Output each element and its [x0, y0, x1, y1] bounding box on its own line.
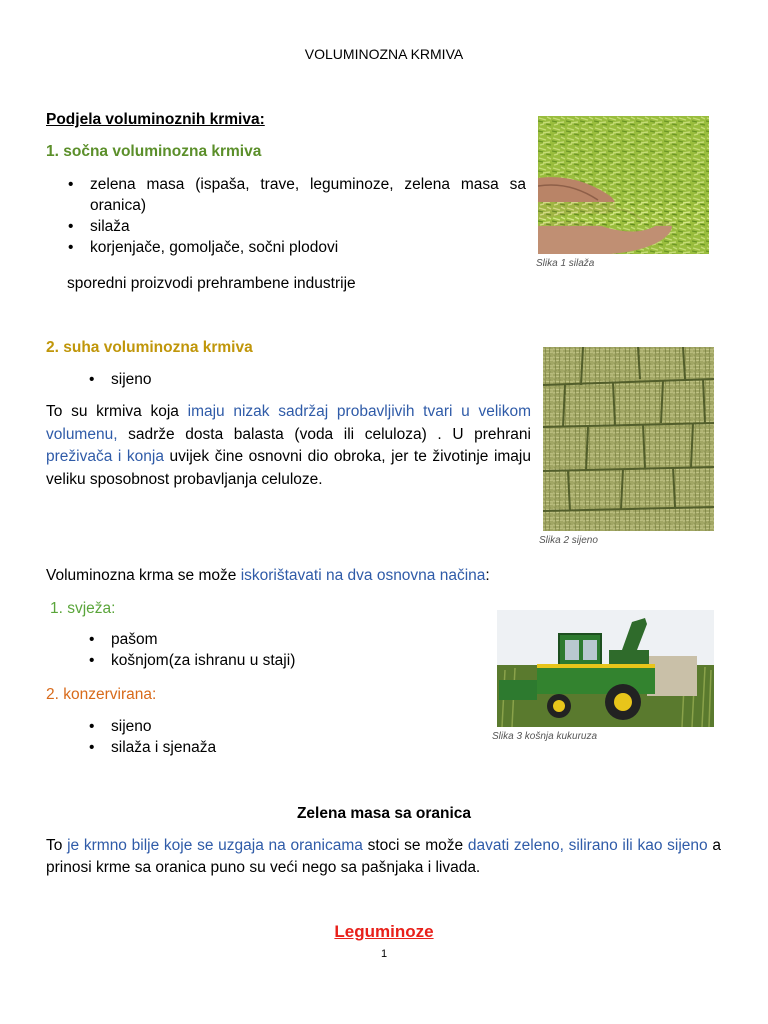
list-item: • sijeno: [89, 369, 389, 390]
subheading-socna: 1. sočna voluminozna krmiva: [46, 143, 262, 160]
list-item: • košnjom(za ishranu u staji): [89, 650, 449, 671]
section-heading-leguminoze: Leguminoze: [334, 922, 434, 941]
list-item: • sijeno: [89, 716, 449, 737]
hay-bales-image: [543, 347, 714, 531]
paragraph-iskoristavanje: Voluminozna krma se može iskorištavati na dva osnovna načina:: [46, 567, 490, 584]
subheading-konzervirana: 2. konzervirana:: [46, 686, 157, 703]
page-number: 1: [380, 948, 388, 960]
paragraph-zelena-masa: To je krmno bilje koje se uzgaja na oranicama stoci se može davati zeleno, silirano ili kao sijeno a prinosi krme sa oranica puno su veći nego sa pašnjaka i livada.: [46, 837, 721, 876]
list-item: • zelena masa (ispaša, trave, leguminoze, zelena masa sa oranica): [68, 174, 526, 216]
list-item: • pašom: [89, 629, 449, 650]
section-heading-podjela: Podjela voluminoznih krmiva:: [46, 111, 265, 128]
list-item: • silaža i sjenaža: [89, 737, 449, 758]
list-item: • silaža: [68, 216, 526, 237]
caption-image-3: Slika 3 košnja kukuruza: [492, 731, 598, 742]
socna-extra-line: sporedni proizvodi prehrambene industrije: [67, 275, 356, 292]
silage-image: [538, 116, 709, 254]
caption-image-1: Slika 1 silaža: [536, 258, 595, 269]
silage-illustration: [538, 116, 709, 254]
paragraph-krmiva: To su krmiva koja imaju nizak sadržaj probavljivih tvari u velikom volumenu, sadrže dosta balasta (voda ili celuloza) . U prehrani preživača i konja uvijek čine osnovni dio obroka, jer te životinje imaju veliku sposobnost probavljanja celuloze.: [46, 403, 531, 488]
section-heading-zelena-masa: Zelena masa sa oranica: [296, 805, 472, 822]
list-item: • korjenjače, gomoljače, sočni plodovi: [68, 237, 526, 258]
list-socna: [68, 174, 526, 258]
hay-bales-illustration: [543, 347, 714, 531]
list-svjeza: [89, 629, 449, 671]
list-konzervirana: [89, 716, 449, 758]
harvester-illustration: [497, 610, 714, 727]
document-title: VOLUMINOZNA KRMIVA: [304, 46, 464, 62]
subheading-svjeza: 1. svježa:: [50, 600, 116, 617]
caption-image-2: Slika 2 sijeno: [539, 535, 598, 546]
corn-harvest-image: [497, 610, 714, 727]
list-suha: [89, 369, 389, 390]
subheading-suha: 2. suha voluminozna krmiva: [46, 339, 253, 356]
